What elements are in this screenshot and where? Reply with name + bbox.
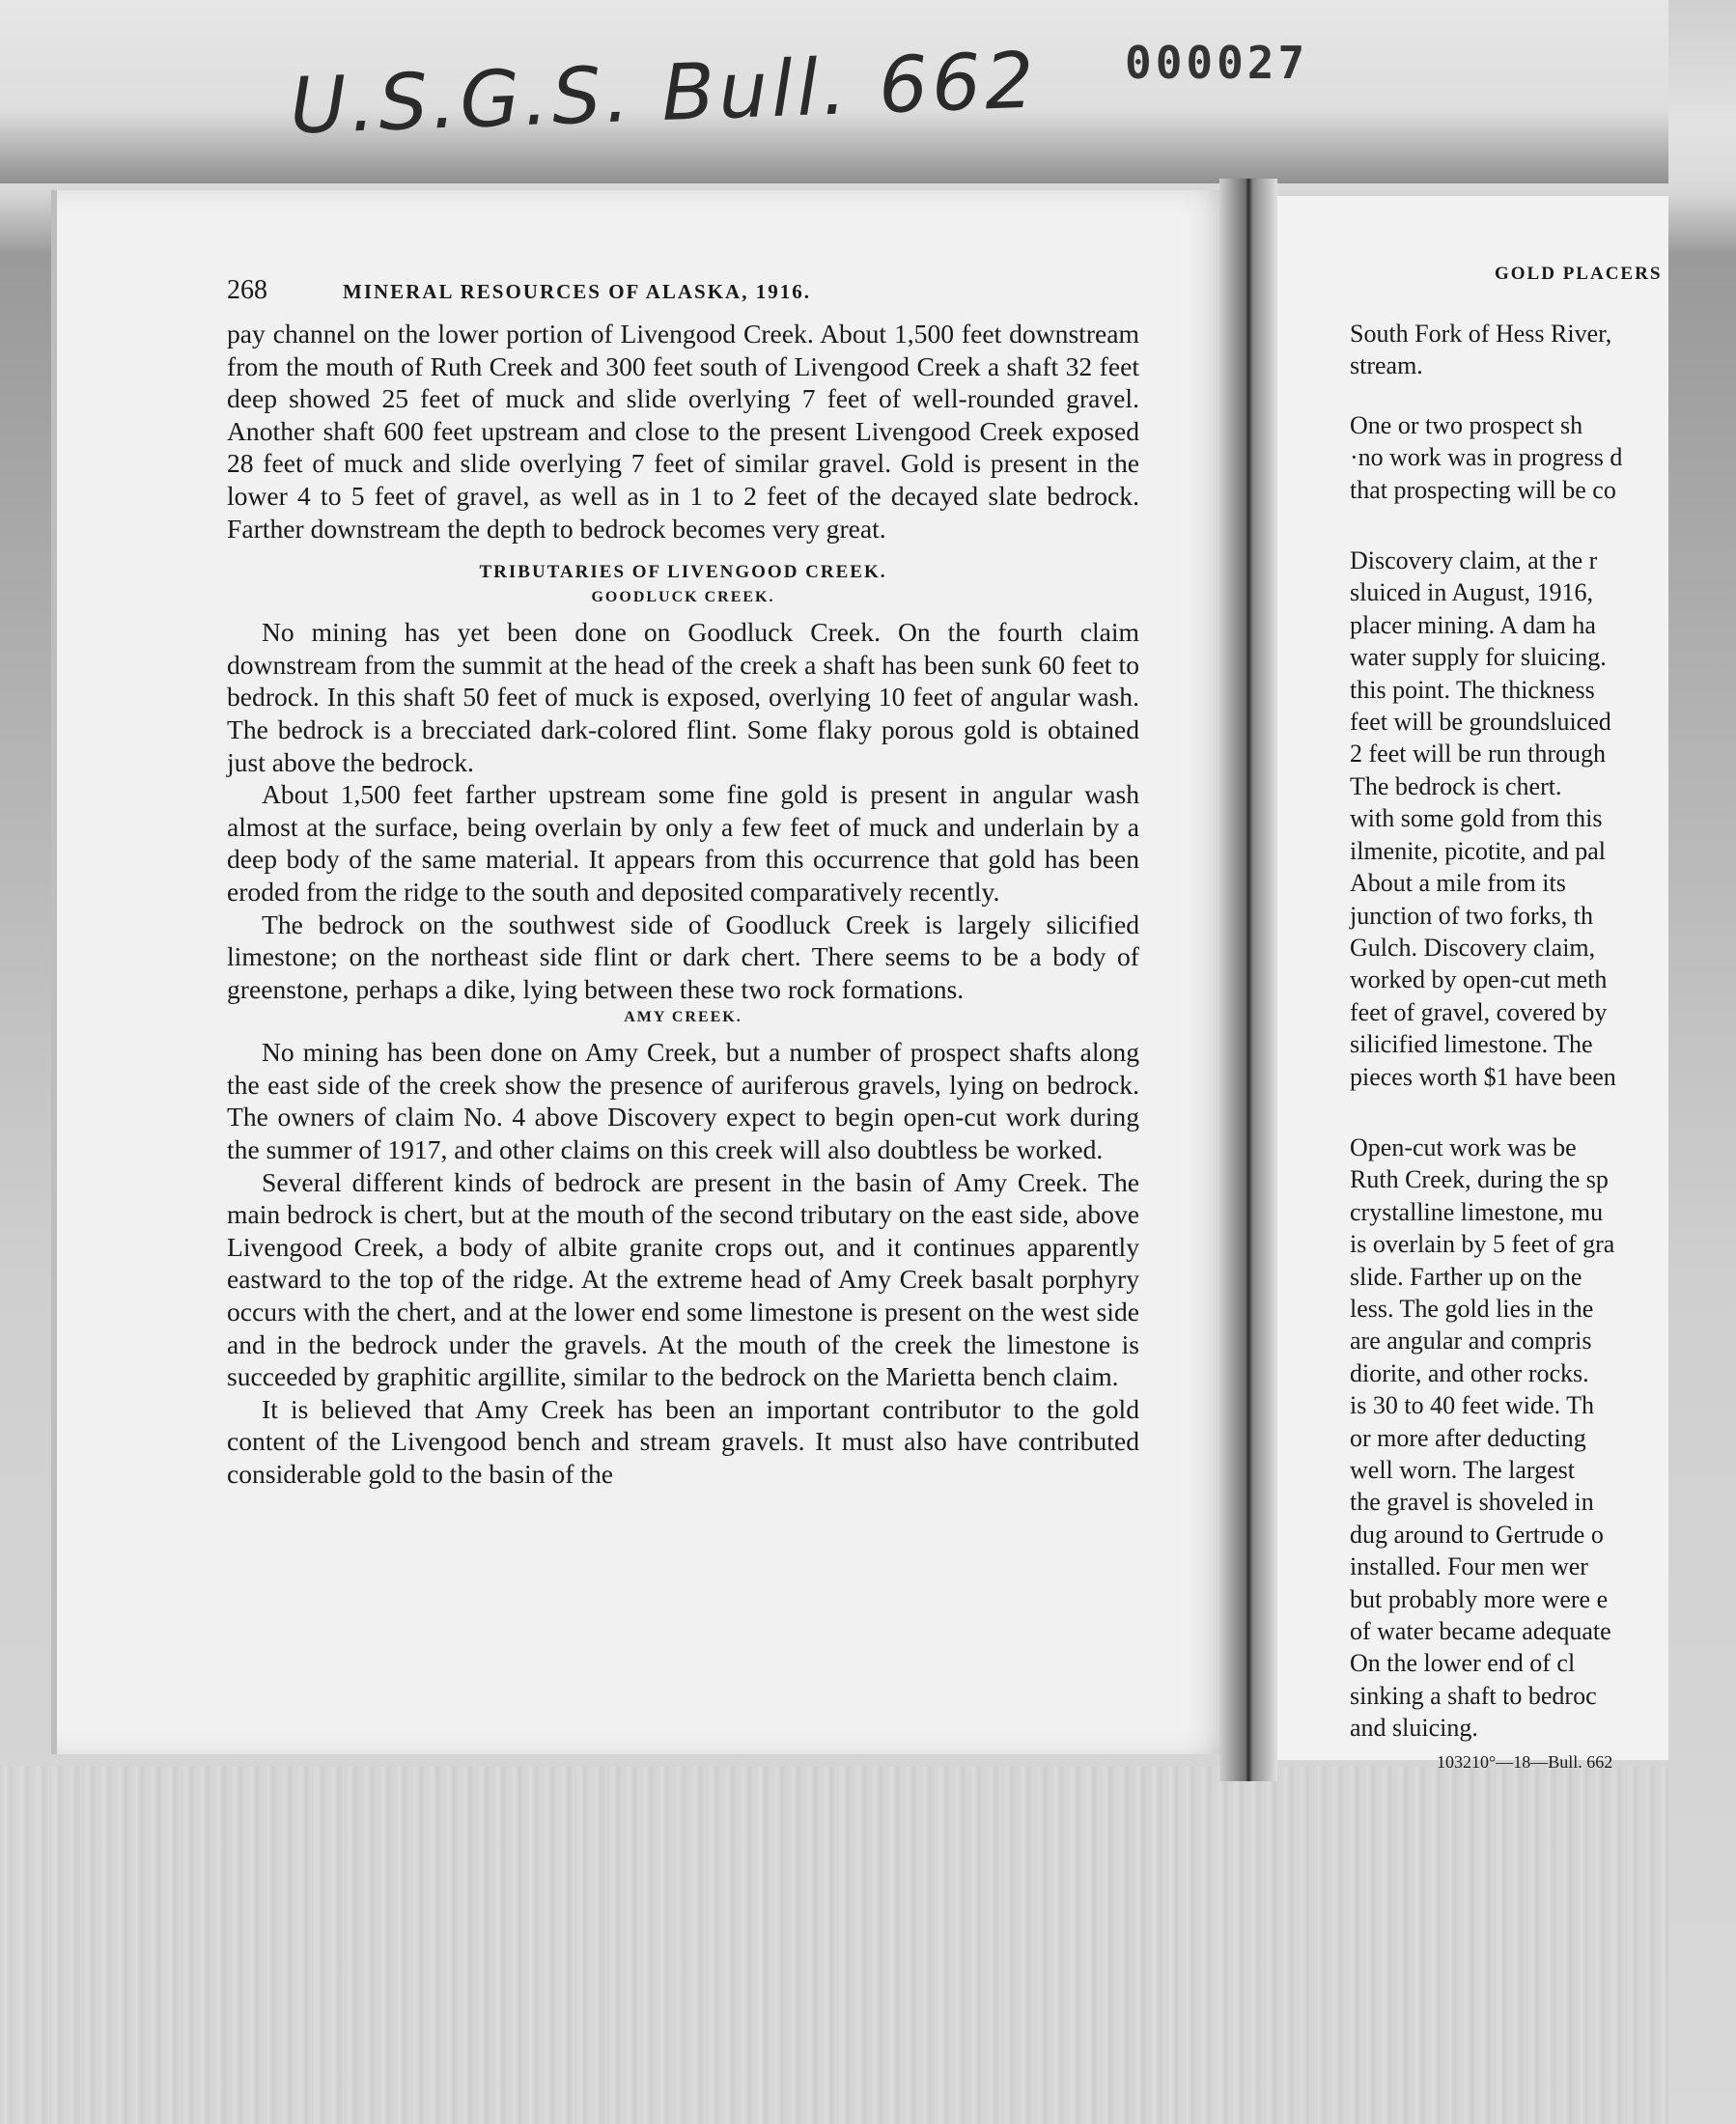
right-text-line: this point. The thickness xyxy=(1350,675,1595,704)
right-block-d xyxy=(1350,1132,1736,1745)
right-text-line: water supply for sluicing. xyxy=(1350,643,1607,672)
paragraph-2: No mining has yet been done on Goodluck Creek. On the fourth claim downstream from the summit at the head of the creek a shaft has been sunk 60 feet to bedrock. In this shaft 50 feet of muck is exposed, overlying 10 feet of angular wash. The bedrock is a brecciated dark-colored flint. Some flaky porous gold is obtained just above the bedrock. xyxy=(227,617,1139,777)
right-text-line: slide. Farther up on the xyxy=(1350,1262,1582,1291)
paragraph-6: Several different kinds of bedrock are present in the basin of Amy Creek. The main bedrock is chert, but at the mouth of the second tributary on the east side, above Livengood Creek, a body of albite granite crops out, and it continues apparently eastward to the top of the ridge. At the extreme head of Amy Creek basalt porphyry occurs with the chert, and at the lower end some limestone is present on the west side and in the bedrock under the gravels. At the mouth of the creek the limestone is succeeded by graphitic argillite, similar to the bedrock on the Marietta bench claim. xyxy=(227,1166,1139,1392)
right-text-line: installed. Four men wer xyxy=(1350,1552,1588,1581)
paragraph-7: It is believed that Amy Creek has been an important contributor to the gold content of the Livengood bench and stream gravels. It must also have contributed considerable gold to the basin of the xyxy=(227,1393,1139,1489)
right-text-line: but probably more were e xyxy=(1350,1584,1609,1613)
right-text-line: diorite, and other rocks. xyxy=(1350,1358,1589,1387)
right-text-line: ·no work was in progress d xyxy=(1350,443,1623,472)
right-text-line: The bedrock is chert. xyxy=(1350,771,1562,800)
right-text-line: the gravel is shoveled in xyxy=(1350,1488,1594,1517)
right-text-line: feet of gravel, covered by xyxy=(1350,997,1608,1026)
scan-bottom-margin xyxy=(0,1767,1668,2124)
right-text-line: junction of two forks, th xyxy=(1350,901,1594,930)
section-heading: TRIBUTARIES OF LIVENGOOD CREEK. xyxy=(479,562,887,583)
running-head: MINERAL RESOURCES OF ALASKA, 1916. xyxy=(343,280,811,303)
right-block-a xyxy=(1350,318,1736,382)
right-text-line: feet will be groundsluiced xyxy=(1350,708,1611,737)
right-text-line: About a mile from its xyxy=(1350,869,1566,898)
right-text-line: Ruth Creek, during the sp xyxy=(1350,1165,1609,1194)
right-text-line: pieces worth $1 have been xyxy=(1350,1062,1616,1091)
paragraph-1: pay channel on the lower portion of Livengood Creek. About 1,500 feet downstream from the mouth of Ruth Creek and 300 feet south of Livengood Creek a shaft 32 feet deep showed 25 feet of muck and slide overlying 7 feet of well-rounded gravel. Another shaft 600 feet upstream and close to the present Livengood Creek exposed 28 feet of muck and slide overlying 7 feet of similar gravel. Gold is present in the lower 4 to 5 feet of gravel, as well as in 1 to 2 feet of the decayed slate bedrock. Farther downstream the depth to bedrock becomes very great. xyxy=(227,319,1139,544)
right-text-line: or more after deducting xyxy=(1350,1423,1586,1452)
subheading-amy: AMY CREEK. xyxy=(624,1009,742,1026)
left-header xyxy=(227,275,1139,318)
right-text-line: and sluicing. xyxy=(1350,1714,1478,1743)
right-text-line: sinking a shaft to bedroc xyxy=(1350,1681,1597,1710)
right-text-line: silicified limestone. The xyxy=(1350,1030,1593,1059)
left-page-text xyxy=(227,275,1139,1491)
right-text-line: South Fork of Hess River, xyxy=(1350,320,1612,348)
right-text-line: Open-cut work was be xyxy=(1350,1132,1577,1161)
stamp-number: 000027 xyxy=(1125,37,1309,89)
right-text-line: with some gold from this xyxy=(1350,804,1603,833)
right-text-line: are angular and compris xyxy=(1350,1327,1592,1355)
right-text-line: One or two prospect sh xyxy=(1350,410,1583,439)
subheading-goodluck: GOODLUCK CREEK. xyxy=(591,589,775,606)
right-text-line: is overlain by 5 feet of gra xyxy=(1350,1230,1615,1259)
open-book xyxy=(43,179,1668,1781)
paragraph-5: No mining has been done on Amy Creek, but a number of prospect shafts along the east side of the creek show the presence of auriferous gravels, lying on bedrock. The owners of claim No. 4 above Discovery expect to begin open-cut work during the summer of 1917, and other claims on this creek will also doubtless be worked. xyxy=(227,1037,1139,1165)
right-text-line: of water became adequate xyxy=(1350,1617,1611,1646)
right-footer: 103210°—18—Bull. 662 xyxy=(1437,1751,1613,1772)
right-text-line: that prospecting will be co xyxy=(1350,475,1616,504)
right-text-line: Discovery claim, at the r xyxy=(1350,546,1598,575)
right-text-line: worked by open-cut meth xyxy=(1350,965,1608,994)
right-running-head: GOLD PLACERS xyxy=(1495,264,1663,284)
right-block-b xyxy=(1350,409,1736,506)
right-text-line: well worn. The largest xyxy=(1350,1456,1575,1484)
right-text-line: dug around to Gertrude o xyxy=(1350,1520,1604,1549)
right-text-line: less. The gold lies in the xyxy=(1350,1294,1594,1323)
paragraph-4: The bedrock on the southwest side of Goodluck Creek is largely silicified limestone; on the northeast side flint or dark chert. There seems to be a body of greenstone, perhaps a dike, lying between these two rock formations. xyxy=(227,908,1139,1004)
right-block-c xyxy=(1350,545,1736,1093)
paragraph-3: About 1,500 feet farther upstream some fine gold is present in angular wash almost at the surface, being overlain by only a few feet of muck and underlain by a deep body of the same material. It appears from this occurrence that gold has been eroded from the ridge to the south and deposited comparatively recently. xyxy=(227,779,1139,907)
right-page xyxy=(1268,196,1668,1772)
right-text-line: crystalline limestone, mu xyxy=(1350,1197,1604,1226)
right-text-line: ilmenite, picotite, and pal xyxy=(1350,836,1606,865)
right-text-line: is 30 to 40 feet wide. Th xyxy=(1350,1391,1594,1420)
right-text-line: On the lower end of cl xyxy=(1350,1649,1576,1678)
right-text-line: sluiced in August, 1916, xyxy=(1350,578,1594,607)
right-text-line: placer mining. A dam ha xyxy=(1350,610,1596,639)
handwritten-label: U.S.G.S. Bull. 662 xyxy=(288,35,1040,152)
right-page-text xyxy=(1350,264,1736,1773)
page-number: 268 xyxy=(227,275,267,305)
right-text-line: Gulch. Discovery claim, xyxy=(1350,933,1596,962)
book-spine xyxy=(1219,179,1277,1781)
right-text-line: 2 feet will be run through xyxy=(1350,740,1606,769)
right-text-line: stream. xyxy=(1350,351,1423,380)
